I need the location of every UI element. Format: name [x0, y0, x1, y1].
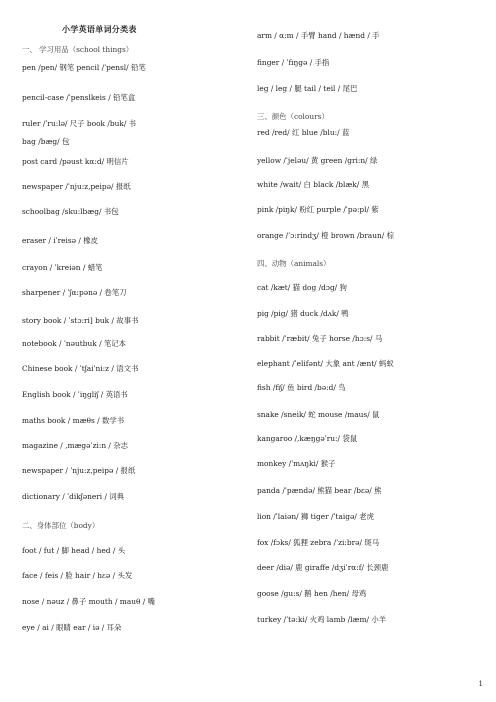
section-heading: 四、动物（animals）: [257, 259, 331, 268]
word-entry: goose /gu:s/ 鹅 hen /hen/ 母鸡: [257, 589, 367, 598]
word-entry: deer /diə/ 鹿 giraffe /dʒiˈrα:f/ 长颈鹿: [257, 563, 389, 572]
word-entry: rabbit /ˈræbit/ 兔子 horse /hɔ:s/ 马: [257, 334, 383, 343]
word-entry: schoolbag /sku:lbæg/ 书包: [22, 207, 119, 216]
word-entry: dictionary / ˈdikʃəneri / 词典: [22, 492, 125, 501]
word-entry: crayon / ˈkreiən / 蜡笔: [22, 263, 103, 272]
page-title: 小学英语单词分类表: [62, 24, 137, 34]
word-entry: arm / α:m / 手臂 hand / hænd / 手: [257, 31, 380, 40]
word-entry: pencil-case /ˈpenslkeis / 铅笔盒: [22, 93, 136, 102]
word-entry: finger / ˈfiŋgə / 手指: [257, 58, 330, 67]
section-heading: 二、身体部位（body）: [22, 521, 100, 530]
word-entry: lion /ˈlaiən/ 狮 tiger /ˈtaigə/ 老虎: [257, 512, 374, 521]
word-entry: bag /bæg/ 包: [22, 137, 70, 146]
word-entry: fish /fiʃ/ 鱼 bird /bə:d/ 鸟: [257, 383, 346, 392]
word-entry: kangaroo /,kæŋgəˈru:/ 袋鼠: [257, 434, 358, 443]
word-entry: sharpener / ˈʃα:pənə / 卷笔刀: [22, 288, 127, 297]
section-heading: 三、颜色（colours）: [257, 112, 329, 121]
word-entry: notebook / ˈnəutbuk / 笔记本: [22, 339, 127, 348]
word-entry: magazine / ,mægəˈzi:n / 杂志: [22, 441, 129, 450]
page-number: 1: [478, 680, 483, 688]
word-entry: pink /piŋk/ 粉红 purple /ˈpə:pl/ 紫: [257, 205, 379, 214]
word-entry: newspaper / ˈnju:z,peipə / 报纸: [22, 466, 136, 475]
word-entry: English book / ˈiŋgliʃ / 英语书: [22, 390, 128, 399]
word-entry: face / feis / 脸 hair / hεə / 头发: [22, 571, 133, 580]
word-entry: story book / ˈstɔ:ri] buk / 故事书: [22, 316, 139, 325]
word-entry: white /wait/ 白 black /blæk/ 黑: [257, 180, 369, 189]
word-entry: pig /pig/ 猪 duck /dʌk/ 鸭: [257, 309, 349, 318]
word-entry: post card /pəust kα:d/ 明信片: [22, 157, 129, 166]
word-entry: newspaper /ˈnju:z,peipə/ 报纸: [22, 182, 131, 191]
word-entry: snake /sneik/ 蛇 mouse /maus/ 鼠: [257, 410, 380, 419]
word-entry: orange /ˈɔ:rindʒ/ 橙 brown /braun/ 棕: [257, 231, 394, 240]
word-entry: nose / nəuz / 鼻子 mouth / mauθ / 嘴: [22, 597, 156, 606]
word-entry: foot / fut / 脚 head / hed / 头: [22, 546, 126, 555]
word-entry: pen /pen/ 钢笔 pencil /ˈpensl/ 铅笔: [22, 63, 146, 72]
word-entry: cat /kæt/ 猫 dog /dɔg/ 狗: [257, 283, 347, 292]
word-entry: yellow /ˈjeləu/ 黄 green /gri:n/ 绿: [257, 156, 378, 165]
word-entry: leg / leg / 腿 tail / teil / 尾巴: [257, 84, 358, 93]
word-entry: ruler /ˈru:lə/ 尺子 book /buk/ 书: [22, 119, 137, 128]
word-entry: elephant /ˈelifənt/ 大象 ant /ænt/ 蚂蚁: [257, 359, 394, 368]
word-entry: panda /ˈpændə/ 熊猫 bear /bεə/ 熊: [257, 486, 382, 495]
word-entry: eye / ai / 眼睛 ear / iə / 耳朵: [22, 623, 122, 632]
word-entry: turkey /ˈtə:ki/ 火鸡 lamb /læm/ 小羊: [257, 615, 387, 624]
word-entry: eraser / iˈreisə / 橡皮: [22, 236, 99, 245]
word-entry: fox /fɔks/ 狐狸 zebra /ˈzi:brə/ 斑马: [257, 538, 380, 547]
word-entry: maths book / mæθs / 数学书: [22, 416, 125, 425]
word-entry: monkey /ˈmʌŋki/ 猴子: [257, 459, 336, 468]
word-entry: Chinese book / ˈtʃaiˈni:z / 语文书: [22, 364, 139, 373]
section-heading: 一、 学习用品（school things）: [22, 45, 134, 54]
word-entry: red /red/ 红 blue /blu:/ 蓝: [257, 128, 350, 137]
